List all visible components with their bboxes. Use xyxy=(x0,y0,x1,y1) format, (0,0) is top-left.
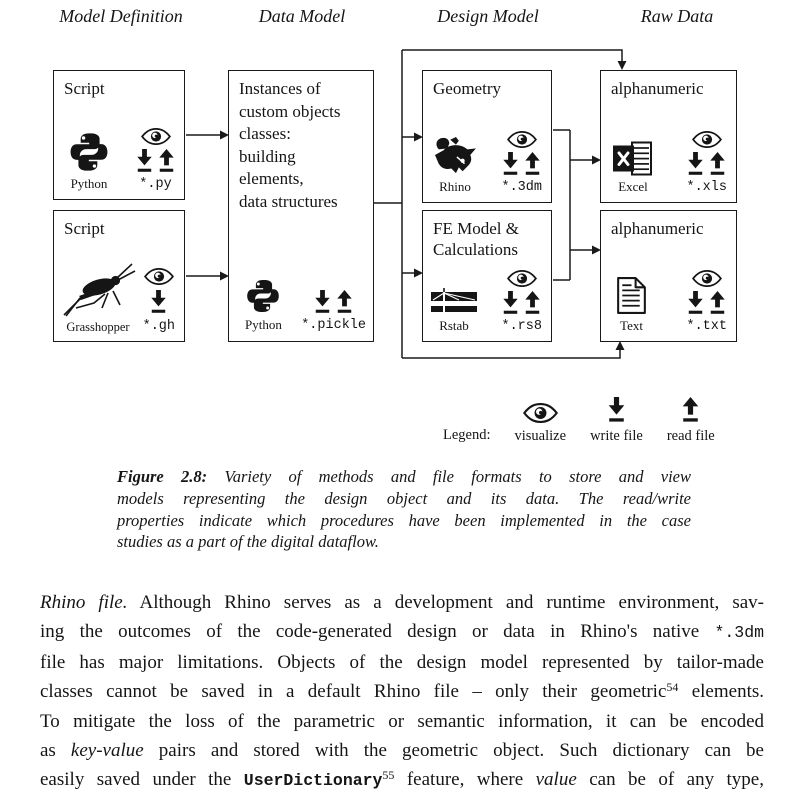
write-file-icon xyxy=(502,291,519,316)
box-title-multiline: Instances of custom objects classes: building elements, data structures xyxy=(239,79,341,211)
tool-label: Rstab xyxy=(439,318,469,333)
legend-item-read-file: read file xyxy=(667,397,715,445)
footnote-marker: 55 xyxy=(382,768,395,783)
file-extension: *.txt xyxy=(686,319,727,334)
read-file-icon xyxy=(681,397,700,424)
body-line: as key-value pairs and stored with the geometric object. Such dictionary can be xyxy=(40,740,764,762)
body-line: easily saved under the UserDictionary$^{55}$ feature, where value can be of any type, xyxy=(40,768,764,791)
file-extension: *.rs8 xyxy=(501,319,542,334)
body-paragraph xyxy=(40,588,764,796)
body-line: ing the outcomes of the code-generated design or data in Rhino's native *.3dm xyxy=(40,621,764,643)
box-title: Script xyxy=(64,219,105,238)
box-title: Script xyxy=(64,79,105,98)
body-line: file has major limitations. Objects of the design model represented by tailor-made xyxy=(40,651,764,673)
read-file-icon xyxy=(336,290,353,315)
box-alphanumeric-text xyxy=(600,210,737,342)
visualize-icon xyxy=(141,127,171,146)
body-line: classes cannot be saved in a default Rhino file – only their geometric$^{54}$ elements. xyxy=(40,680,765,703)
body-line: Rhino file. Although Rhino serves as a development and runtime environment, sav- xyxy=(40,592,765,613)
box-title: alphanumeric xyxy=(611,219,704,238)
visualize-icon xyxy=(507,269,537,288)
text-file-icon xyxy=(615,276,648,315)
grasshopper-icon xyxy=(58,259,138,317)
write-file-icon xyxy=(687,152,704,177)
write-file-icon xyxy=(607,397,626,424)
write-file-icon xyxy=(150,290,167,315)
tool-label: Text xyxy=(620,318,643,333)
visualize-icon xyxy=(144,267,174,286)
python-icon xyxy=(68,131,110,173)
write-file-icon xyxy=(314,290,331,315)
file-extension: *.3dm xyxy=(501,180,542,195)
excel-icon xyxy=(613,141,653,176)
tool-label: Rhino xyxy=(439,179,471,194)
caption-line: properties indicate which procedures have been implemented in the case xyxy=(117,510,691,530)
write-file-icon xyxy=(687,291,704,316)
rhino-icon xyxy=(431,136,479,176)
read-file-icon xyxy=(709,152,726,177)
box-geometry xyxy=(422,70,552,203)
file-extension: *.xls xyxy=(686,180,727,195)
tool-label: Python xyxy=(245,317,282,332)
visualize-icon xyxy=(692,269,722,288)
rstab-icon xyxy=(431,288,477,315)
column-header-raw-data: Raw Data xyxy=(640,6,714,26)
tool-label: Excel xyxy=(618,179,648,194)
box-script-python xyxy=(53,70,185,200)
legend xyxy=(443,397,715,445)
read-file-icon xyxy=(158,149,175,174)
visualize-icon xyxy=(523,402,558,424)
write-file-icon xyxy=(502,152,519,177)
box-fe-model xyxy=(422,210,552,342)
legend-item-visualize: visualize xyxy=(515,402,567,445)
visualize-icon xyxy=(507,130,537,149)
read-file-icon xyxy=(524,152,541,177)
figure-caption xyxy=(117,466,691,553)
visualize-icon xyxy=(692,130,722,149)
python-icon xyxy=(245,278,281,314)
caption-tag: Figure 2.8: xyxy=(117,467,208,486)
box-title: FE Model & Calculations xyxy=(433,219,519,259)
caption-line: models representing the design object and its data. The read/write xyxy=(117,488,691,508)
box-data-model xyxy=(228,70,374,342)
column-header-data-model: Data Model xyxy=(258,6,346,26)
column-header-design-model: Design Model xyxy=(437,6,539,26)
tool-label: Python xyxy=(70,176,108,191)
tool-label: Grasshopper xyxy=(66,320,130,334)
box-script-grasshopper xyxy=(53,210,185,342)
box-title: alphanumeric xyxy=(611,79,704,98)
write-file-icon xyxy=(136,149,153,174)
footnote-marker: 54 xyxy=(666,680,679,695)
legend-label: Legend: xyxy=(443,427,491,443)
read-file-icon xyxy=(709,291,726,316)
file-extension: *.pickle xyxy=(301,318,366,333)
read-file-icon xyxy=(524,291,541,316)
file-extension: *.py xyxy=(139,177,172,192)
column-header-model-definition: Model Definition xyxy=(59,6,183,26)
legend-item-write-file: write file xyxy=(590,397,643,445)
caption-line: studies as a part of the digital dataflow. xyxy=(117,532,379,552)
file-extension: *.gh xyxy=(142,319,175,334)
caption-line: Figure 2.8: Variety of methods and file formats to store and view xyxy=(117,467,691,486)
body-line: To mitigate the loss of the parametric or semantic information, it can be encoded xyxy=(40,710,764,732)
box-alphanumeric-excel xyxy=(600,70,737,203)
box-title: Geometry xyxy=(433,79,501,98)
